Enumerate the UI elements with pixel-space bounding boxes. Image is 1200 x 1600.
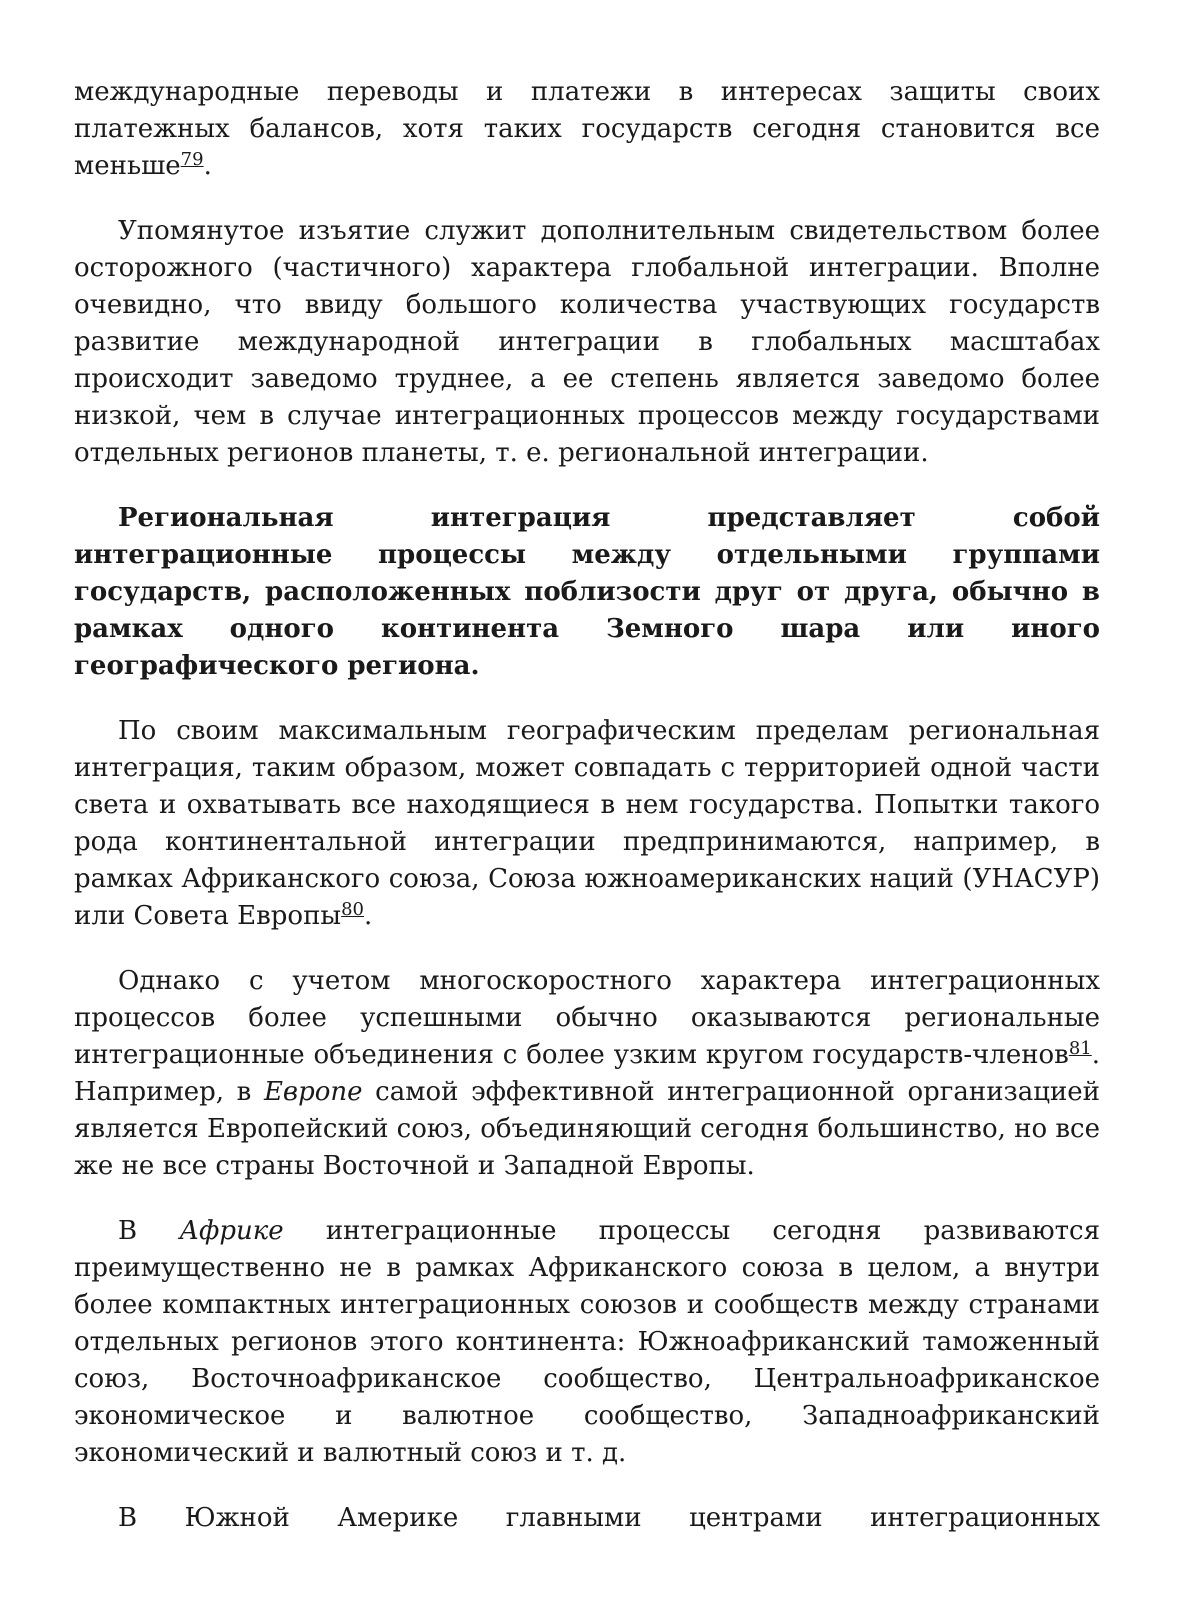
footnote-ref-81[interactable]: 81 [1068,1038,1092,1059]
paragraph-1-end: . [203,151,212,181]
footnote-ref-80[interactable]: 80 [341,899,365,920]
paragraph-6-emphasis: Африке [179,1216,284,1246]
footnote-ref-79[interactable]: 79 [180,149,204,170]
paragraph-1 [74,74,1100,185]
paragraph-4-end: . [364,901,373,931]
paragraph-5-text-a: Однако с учетом многоскоростного характера интеграционных процессов более успешными обычно оказываются региональные интеграционные объединения с более узким кругом государств-членов [74,966,1100,1070]
paragraph-5-emphasis: Европе [263,1077,363,1107]
paragraph-7 [74,1500,1100,1537]
paragraph-5 [74,963,1100,1185]
definition-text: Региональная интеграция представляет собой интеграционные процессы между отдельными группами государств, расположенных поблизости друг от друга, обычно в рамках одного континента Земного шара или иного географического региона. [74,503,1100,681]
paragraph-6-text-a: В [118,1216,180,1246]
paragraph-2-text: Упомянутое изъятие служит дополнительным свидетельством более осторожного (частичного) характера глобальной интеграции. Вполне очевидно, что ввиду большого количества участвующих государств развитие международной интеграции в глобальных масштабах происходит заведомо труднее, а ее степень является заведомо более низкой, чем в случае интеграционных процессов между государствами отдельных регионов планеты, т. е. региональной интеграции. [74,216,1100,468]
paragraph-6-text-b: интеграционные процессы сегодня развиваются преимущественно не в рамках Африканского союза в целом, а внутри более компактных интеграционных союзов и сообществ между странами отдельных регионов этого континента: Южноафриканский таможенный союз, Восточноафриканское сообщество, Центральноафриканское экономическое и валютное сообщество, Западноафриканский экономический и валютный союз и т. д. [74,1216,1101,1468]
definition-paragraph [74,500,1100,685]
paragraph-7-text: В Южной Америке главными центрами интеграционных [118,1503,1100,1533]
paragraph-2 [74,213,1100,472]
paragraph-6 [74,1213,1100,1472]
paragraph-4 [74,713,1100,935]
paragraph-4-text: По своим максимальным географическим пределам региональная интеграция, таким образом, может совпадать с территорией одной части света и охватывать все находящиеся в нем государства. Попытки такого рода континентальной интеграции предпринимаются, например, в рамках Африканского союза, Союза южноамериканских наций (УНАСУР) или Совета Европы [74,716,1100,931]
paragraph-1-text: международные переводы и платежи в интересах защиты своих платежных балансов, хотя таких государств сегодня становится все меньше [74,77,1100,181]
paragraph-5-text-b: . Например, в [74,1040,1100,1107]
paragraph-5-text-c: самой эффективной интеграционной организацией является Европейский союз, объединяющий сегодня большинство, но все же не все страны Восточной и Западной Европы. [74,1077,1101,1181]
